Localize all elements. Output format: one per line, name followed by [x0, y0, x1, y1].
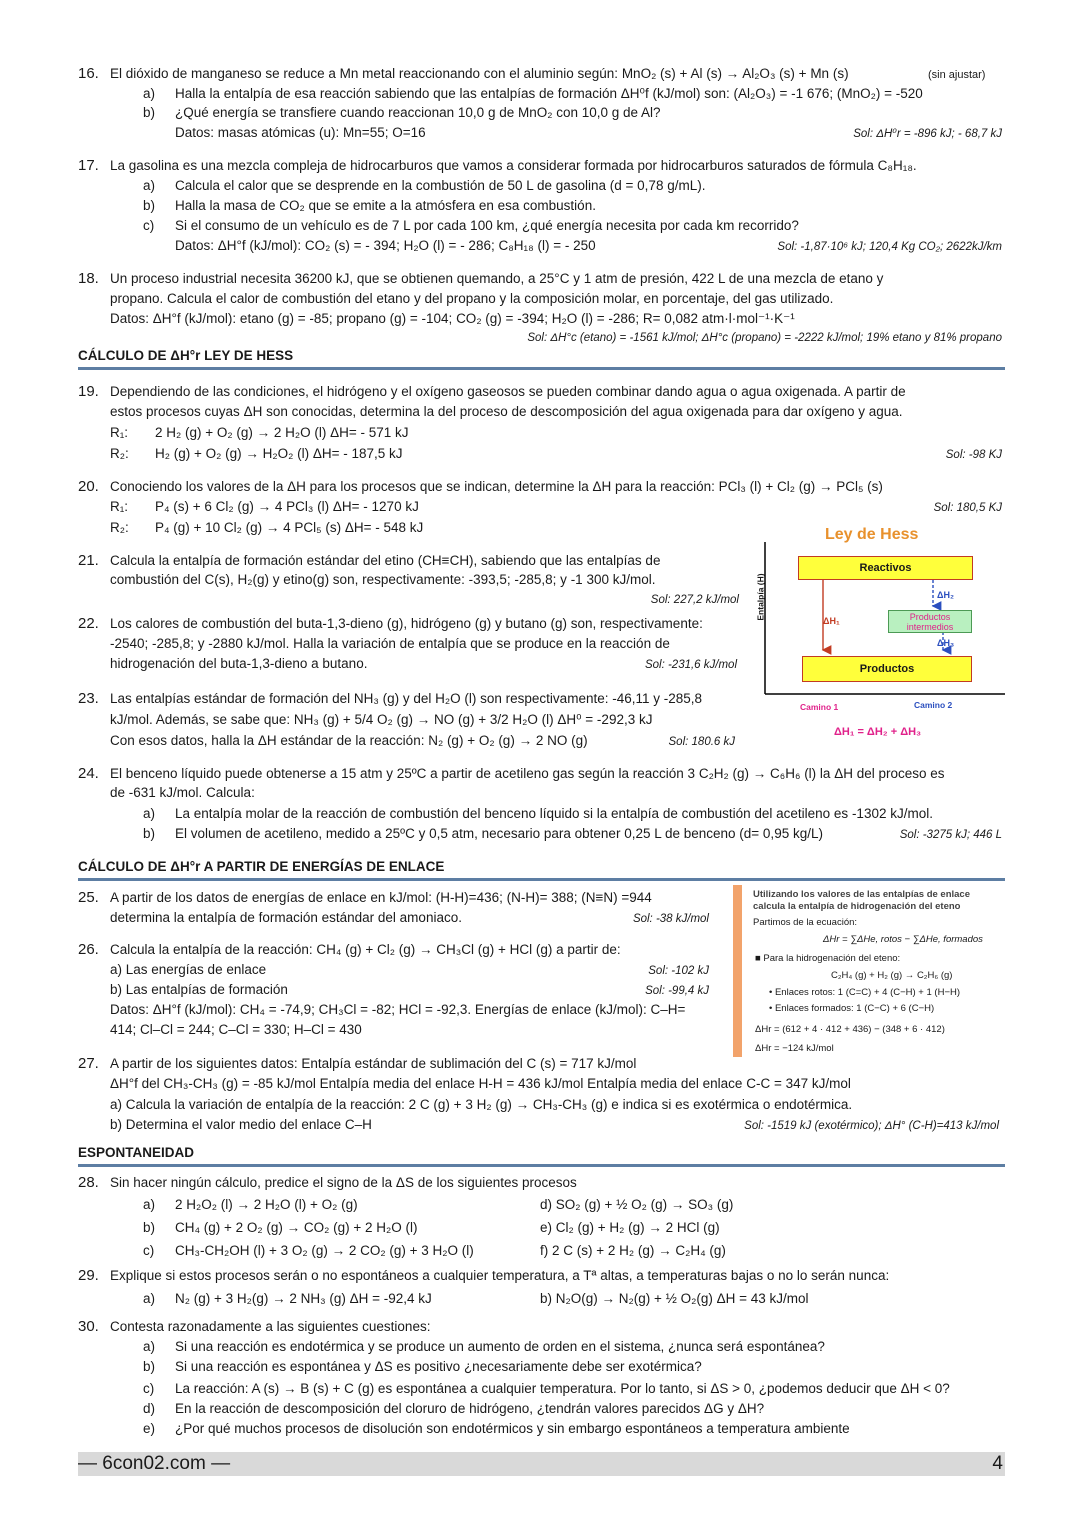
- question-text: estos procesos cuyas ΔH son conocidas, determina la del proceso de descomposición del agua oxigenada para dar oxígeno y agua.: [110, 404, 903, 419]
- question-text: A partir de los datos de energías de enlace en kJ/mol: (H-H)=436; (N-H)= 388; (N≡N) =944: [110, 890, 652, 905]
- intermediates-box: Productos intermedios: [888, 610, 972, 633]
- solution-text: Sol: -1,87·10⁶ kJ; 120,4 Kg CO₂; 2622kJ/km: [777, 241, 1002, 253]
- delta-h1-label: ΔH₁: [823, 616, 840, 626]
- question-text: El dióxido de manganeso se reduce a Mn metal reaccionando con el aluminio según: MnO₂ (s) + Al (s) → Al₂O₃ (s) + Mn (s): [110, 66, 849, 81]
- reaction-text: 2 H₂ (g) + O₂ (g) → 2 H₂O (l) ΔH= - 571 kJ: [155, 425, 409, 440]
- section-heading: CÁLCULO DE ΔH°r LEY DE HESS: [78, 348, 294, 363]
- item-label: a): [143, 1339, 156, 1354]
- solution-text: Sol: ΔH°c (etano) = -1561 kJ/mol; ΔH°c (propano) = -2222 kJ/mol; 19% etano y 81% propano: [527, 332, 1002, 344]
- question-number: 16.: [78, 65, 99, 82]
- data-text: Datos: ΔH°f (kJ/mol): CO₂ (s) = - 394; H₂O (l) = - 286; C₈H₁₈ (l) = - 250: [175, 238, 596, 253]
- data-text: Datos: ΔH°f (kJ/mol): CH₄ = -74,9; CH₃Cl = -82; HCl = -92,3. Energías de enlace (kJ/mol): C–H=: [110, 1002, 686, 1017]
- item-text: La reacción: A (s) → B (s) + C (g) es espontánea a cualquier temperatura. Por lo tanto, si ΔS > 0, ¿podemos deducir que ΔH < 0?: [175, 1381, 950, 1396]
- question-number: 17.: [78, 157, 99, 174]
- section-rule: [78, 878, 1005, 881]
- question-text: La gasolina es una mezcla compleja de hidrocarburos que vamos a considerar formada por hidrocarburos saturados de fórmula C₈H₁₈.: [110, 158, 917, 173]
- solution-text: Sol: -38 kJ/mol: [632, 913, 709, 925]
- y-axis-label: Entalpía (H): [755, 573, 766, 621]
- accent-bar: [733, 885, 742, 1057]
- item-text: N₂ (g) + 3 H₂(g) → 2 NH₃ (g) ΔH = -92,4 kJ: [175, 1291, 432, 1306]
- section-heading: CÁLCULO DE ΔH°r A PARTIR DE ENERGÍAS DE ENLACE: [78, 859, 445, 874]
- bond-energy-example: [733, 885, 1005, 1057]
- item-text: b) N₂O(g) → N₂(g) + ½ O₂(g) ΔH = 43 kJ/mol: [540, 1291, 809, 1306]
- reaction-label: R₁:: [110, 499, 129, 514]
- section-heading: ESPONTANEIDAD: [78, 1145, 195, 1160]
- question-number: 19.: [78, 383, 99, 400]
- question-number: 27.: [78, 1055, 99, 1072]
- section-rule: [78, 1164, 1005, 1167]
- example-reaction: C₂H₄ (g) + H₂ (g) → C₂H₆ (g): [831, 970, 953, 981]
- item-text: a) Calcula la variación de entalpía de la reacción: 2 C (g) + 3 H₂ (g) → CH₃-CH₃ (g) e indica si es exotérmica o endotérmica.: [110, 1097, 853, 1112]
- item-text: Si el consumo de un vehículo es de 7 L por cada 100 km, ¿qué energía necesita por cada km recorrido?: [175, 218, 799, 233]
- question-text: El benceno líquido puede obtenerse a 15 atm y 25ºC a partir de acetileno gas según la reacción 3 C₂H₂ (g) → C₆H₆ (l) la ΔH del proceso es: [110, 766, 945, 781]
- item-label: c): [143, 1243, 155, 1258]
- question-text: Calcula la entalpía de formación estándar del etino (CH≡CH), sabiendo que las entalpías de: [110, 553, 661, 568]
- page-footer: [78, 1452, 1005, 1476]
- item-label: a): [143, 86, 156, 101]
- solution-text: Sol: -98 KJ: [945, 449, 1002, 461]
- reaction-label: R₂:: [110, 520, 129, 535]
- reactants-box: Reactivos: [798, 556, 973, 580]
- question-text: Un proceso industrial necesita 36200 kJ, que se obtienen quemando, a 25°C y 1 atm de presión, 422 L de una mezcla de etano y: [110, 271, 884, 286]
- reaction-text: P₄ (s) + 6 Cl₂ (g) → 4 PCl₃ (l) ΔH= - 1270 kJ: [155, 499, 419, 514]
- path1-label: Camino 1: [800, 702, 839, 712]
- question-text: determina la entalpía de formación estándar del amoniaco.: [110, 910, 462, 925]
- solution-text: Sol: 180.6 kJ: [668, 736, 735, 748]
- item-text: El volumen de acetileno, medido a 25ºC y 0,5 atm, necesario para obtener 0,25 L de benceno (d= 0,95 kg/L): [175, 826, 823, 841]
- question-text: Contesta razonadamente a las siguientes cuestiones:: [110, 1319, 431, 1334]
- question-number: 23.: [78, 690, 99, 707]
- solution-text: Sol: -1519 kJ (exotérmico); ΔH° (C-H)=413 kJ/mol: [744, 1120, 999, 1132]
- reaction-label: R₂:: [110, 446, 129, 461]
- solution-text: Sol: -3275 kJ; 446 L: [899, 829, 1002, 841]
- question-text: propano. Calcula el calor de combustión del etano y del propano y la composición molar, en porcentaje, del gas utilizado.: [110, 291, 834, 306]
- solution-text: Sol: -231,6 kJ/mol: [644, 659, 737, 671]
- data-text: 414; Cl–Cl = 244; C–Cl = 330; H–Cl = 430: [110, 1022, 362, 1037]
- question-number: 24.: [78, 765, 99, 782]
- question-text: -2540; -285,8; y -2880 kJ/mol. Halla la variación de entalpía que se produce en la reacción de: [110, 636, 670, 651]
- item-label: b): [143, 1359, 156, 1374]
- diagram-title: Ley de Hess: [825, 526, 919, 543]
- question-text: Dependiendo de las condiciones, el hidrógeno y el oxígeno gaseosos se pueden combinar dando agua o agua oxigenada. A partir de: [110, 384, 906, 399]
- item-label: a): [143, 1197, 156, 1212]
- question-number: 30.: [78, 1318, 99, 1335]
- item-label: c): [143, 218, 155, 233]
- solution-text: Sol: 227,2 kJ/mol: [650, 594, 739, 606]
- item-text: ¿Por qué muchos procesos de disolución son endotérmicos y sin embargo espontáneos a temperatura ambiente: [175, 1421, 850, 1436]
- example-title: Utilizando los valores de las entalpías de enlace: [753, 889, 970, 900]
- reaction-label: R₁:: [110, 425, 129, 440]
- question-text: A partir de los siguientes datos: Entalpía estándar de sublimación del C (s) = 717 kJ/mol: [110, 1056, 637, 1071]
- question-number: 26.: [78, 941, 99, 958]
- question-text: Sin hacer ningún cálculo, predice el signo de la ΔS de los siguientes procesos: [110, 1175, 577, 1190]
- question-text: Las entalpías estándar de formación del NH₃ (g) y del H₂O (l) son respectivamente: -46,11 y -285,8: [110, 691, 703, 706]
- data-text: ΔH°f del CH₃-CH₃ (g) = -85 kJ/mol Entalpía media del enlace H-H = 436 kJ/mol Entalpía media del enlace C-C = 347 kJ/mol: [110, 1076, 851, 1091]
- item-text: d) SO₂ (g) + ½ O₂ (g) → SO₃ (g): [540, 1197, 734, 1212]
- solution-text: Sol: -99,4 kJ: [645, 985, 709, 997]
- question-text: kJ/mol. Además, se sabe que: NH₃ (g) + 5/4 O₂ (g) → NO (g) + 3/2 H₂O (l) ΔH⁰ = -292,3 kJ: [110, 712, 653, 727]
- bonds-formed: • Enlaces formados: 1 (C−C) + 6 (C−H): [769, 1003, 935, 1014]
- question-text: hidrogenación del buta-1,3-dieno a butano.: [110, 656, 368, 671]
- bonds-broken: • Enlaces rotos: 1 (C=C) + 4 (C−H) + 1 (H−H): [769, 987, 961, 998]
- item-label: a): [143, 806, 156, 821]
- question-text: de -631 kJ/mol. Calcula:: [110, 785, 255, 800]
- products-box: Productos: [802, 656, 972, 682]
- question-text: Explique si estos procesos serán o no espontáneos a cualquier temperatura, a Tª altas, a temperaturas bajas o no lo serán nunca:: [110, 1268, 890, 1283]
- example-text: ■ Para la hidrogenación del eteno:: [755, 953, 901, 964]
- item-text: ¿Qué energía se transfiere cuando reaccionan 10,0 g de MnO₂ con 10,0 g de Al?: [175, 105, 661, 120]
- section-rule: [78, 367, 1005, 370]
- item-text: Calcula el calor que se desprende en la combustión de 50 L de gasolina (d = 0,78 g/mL).: [175, 178, 706, 193]
- item-text: b) Determina el valor medio del enlace C–H: [110, 1117, 372, 1132]
- solution-text: Sol: 180,5 KJ: [933, 502, 1002, 514]
- item-text: b) Las entalpías de formación: [110, 982, 288, 997]
- delta-h3-label: ΔH₃: [937, 638, 955, 648]
- example-title: calcula la entalpía de hidrogenación del eteno: [753, 901, 961, 912]
- item-text: Si una reacción es espontánea y ΔS es positivo ¿necesariamente debe ser exotérmica?: [175, 1359, 702, 1374]
- example-text: Partimos de la ecuación:: [753, 917, 858, 928]
- item-text: a) Las energías de enlace: [110, 962, 267, 977]
- question-number: 29.: [78, 1267, 99, 1284]
- item-label: e): [143, 1421, 156, 1436]
- item-label: b): [143, 198, 156, 213]
- page-number: 4: [992, 1453, 1003, 1474]
- question-text: Calcula la entalpía de la reacción: CH₄ (g) + Cl₂ (g) → CH₃Cl (g) + HCl (g) a partir de:: [110, 942, 621, 957]
- item-label: b): [143, 105, 156, 120]
- note-text: (sin ajustar): [928, 69, 986, 81]
- reaction-text: P₄ (g) + 10 Cl₂ (g) → 4 PCl₅ (s) ΔH= - 548 kJ: [155, 520, 424, 535]
- solution-text: Sol: -102 kJ: [648, 965, 709, 977]
- question-text: Conociendo los valores de la ΔH para los procesos que se indican, determine la ΔH para la reacción: PCl₃ (l) + Cl₂ (g) → PCl₅ (s): [110, 479, 883, 494]
- footer-site: — 6con02.com —: [78, 1453, 231, 1474]
- item-text: Halla la masa de CO₂ que se emite a la atmósfera en esa combustión.: [175, 198, 596, 213]
- hess-equation: ΔH₁ = ΔH₂ + ΔH₃: [834, 726, 922, 738]
- data-text: Datos: masas atómicas (u): Mn=55; O=16: [175, 125, 426, 140]
- question-number: 25.: [78, 889, 99, 906]
- question-number: 28.: [78, 1174, 99, 1191]
- example-equation: ΔHr = ∑ΔHe, rotos − ∑ΔHe, formados: [823, 934, 983, 945]
- item-text: CH₄ (g) + 2 O₂ (g) → CO₂ (g) + 2 H₂O (l): [175, 1220, 418, 1235]
- question-number: 22.: [78, 615, 99, 632]
- item-label: b): [143, 826, 156, 841]
- item-label: a): [143, 178, 156, 193]
- reaction-text: H₂ (g) + O₂ (g) → H₂O₂ (l) ΔH= - 187,5 kJ: [155, 446, 403, 461]
- item-text: CH₃-CH₂OH (l) + 3 O₂ (g) → 2 CO₂ (g) + 3 H₂O (l): [175, 1243, 474, 1258]
- question-text: Los calores de combustión del buta-1,3-dieno (g), hidrógeno (g) y butano (g) son, respectivamente:: [110, 616, 703, 631]
- item-text: f) 2 C (s) + 2 H₂ (g) → C₂H₄ (g): [540, 1243, 726, 1258]
- item-text: 2 H₂O₂ (l) → 2 H₂O (l) + O₂ (g): [175, 1197, 358, 1212]
- question-text: combustión del C(s), H₂(g) y etino(g) son, respectivamente: -393,5; -285,8; y -1 300 kJ/mol.: [110, 572, 656, 587]
- item-text: e) Cl₂ (g) + H₂ (g) → 2 HCl (g): [540, 1220, 720, 1235]
- item-text: La entalpía molar de la reacción de combustión del benceno líquido si la entalpía de combustión del acetileno es -1302 kJ/mol.: [175, 806, 933, 821]
- item-text: En la reacción de descomposición del cloruro de hidrógeno, ¿tendrán valores parecidos ΔG y ΔH?: [175, 1401, 765, 1416]
- item-label: b): [143, 1220, 156, 1235]
- question-text: Con esos datos, halla la ΔH estándar de la reacción: N₂ (g) + O₂ (g) → 2 NO (g): [110, 733, 588, 748]
- item-label: a): [143, 1291, 156, 1306]
- item-text: Si una reacción es endotérmica y se produce un aumento de orden en el sistema, ¿nunca será espontánea?: [175, 1339, 825, 1354]
- question-number: 20.: [78, 478, 99, 495]
- example-result: ΔHr = −124 kJ/mol: [755, 1043, 834, 1054]
- hess-law-diagram: [757, 522, 1005, 747]
- solution-text: Sol: ΔH⁰r = -896 kJ; - 68,7 kJ: [853, 128, 1002, 140]
- delta-h2-label: ΔH₂: [937, 590, 954, 600]
- item-text: Halla la entalpía de esa reacción sabiendo que las entalpías de formación ΔH⁰f (kJ/mol) son: (Al₂O₃) = -1 676; (MnO₂) = -520: [175, 86, 923, 101]
- path2-label: Camino 2: [914, 700, 953, 710]
- example-calculation: ΔHr = (612 + 4 · 412 + 436) − (348 + 6 · 412): [755, 1024, 945, 1035]
- data-text: Datos: ΔH°f (kJ/mol): etano (g) = -85; propano (g) = -104; CO₂ (g) = -394; H₂O (l) = -286; R= 0,082 atm·l·mol⁻¹·K⁻¹: [110, 311, 795, 326]
- item-label: c): [143, 1381, 155, 1396]
- question-number: 21.: [78, 552, 99, 569]
- item-label: d): [143, 1401, 156, 1416]
- question-number: 18.: [78, 270, 99, 287]
